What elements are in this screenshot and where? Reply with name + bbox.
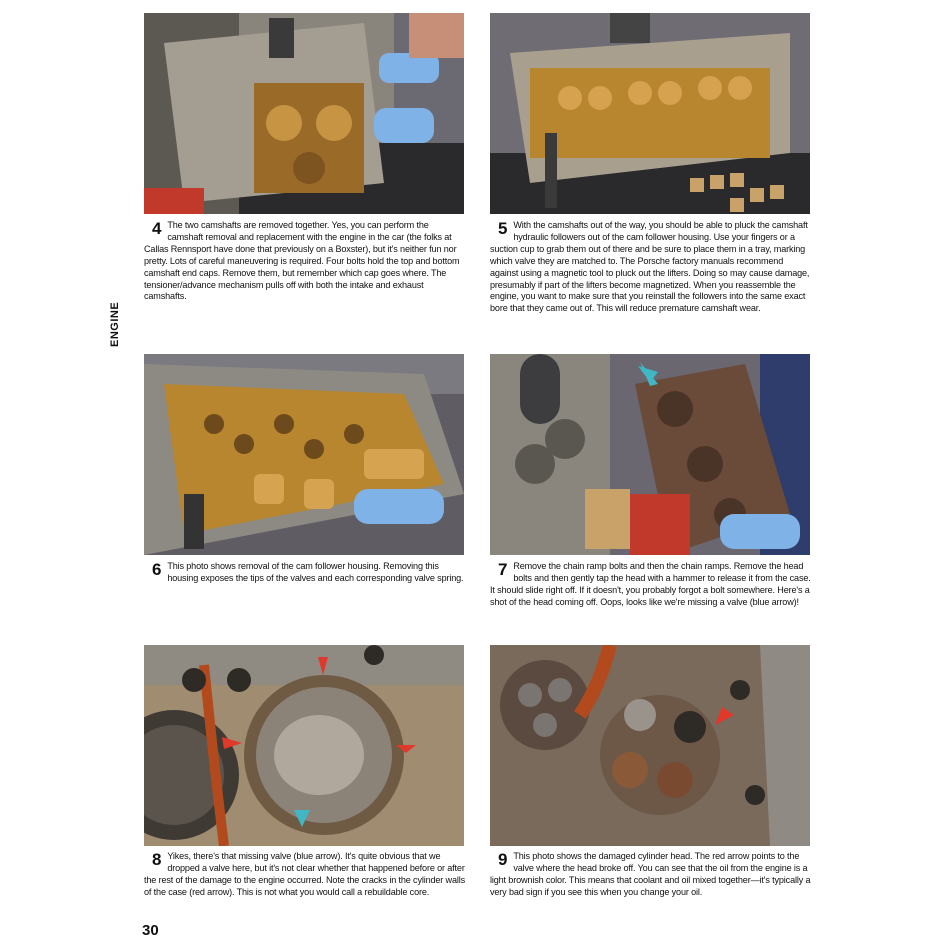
page-number: 30 [142,922,159,939]
caption-text: The two camshafts are removed together. Yes, you can perform the camshaft removal and replacement with the engine in the car (the folks at Callas Rennsport have done that previously on a Boxster), but it's neither fun nor pretty. Lots of careful maneuvering is required. Four bolts hold the top and bottom camshaft end caps. Remove them, but remember which cap goes where. The tensioner/advance mechanism pulls off with both the intake and exhaust camshafts. [144,220,460,302]
photo-head-removal [490,354,810,555]
caption-6 [144,561,466,585]
step-number: 9 [498,850,508,869]
step-number: 8 [152,850,162,869]
step-number: 6 [152,560,162,579]
step-number: 7 [498,560,508,579]
photo-camshaft-removal [144,13,464,214]
caption-text: This photo shows the damaged cylinder head. The red arrow points to the valve where the head broke off. You can see that the oil from the engine is a light brownish color. This means that coolant and oil mixed together—it's typically a very bad sign if you see this when you change your oil. [490,851,811,897]
caption-9 [490,851,812,899]
step-number: 5 [498,219,508,238]
caption-text: Remove the chain ramp bolts and then the chain ramps. Remove the head bolts and then gently tap the head with a hammer to release it from the case. It should slide right off. If it doesn't, you probably forgot a bolt somewhere. Here's a shot of the head coming off. Oops, looks like we're missing a valve (blue arrow)! [490,561,811,607]
caption-5 [490,220,812,315]
caption-8 [144,851,466,899]
photo-cam-follower-housing [144,354,464,555]
section-label: ENGINE [109,301,121,347]
photo-camshaft-followers [490,13,810,214]
step-number: 4 [152,219,162,238]
caption-text: This photo shows removal of the cam follower housing. Removing this housing exposes the tips of the valves and each corresponding valve spring. [167,561,464,583]
caption-7 [490,561,812,609]
photo-damaged-cylinder-head [490,645,810,846]
caption-4 [144,220,466,303]
photo-missing-valve [144,645,464,846]
caption-text: Yikes, there's that missing valve (blue arrow). It's quite obvious that we dropped a valve here, but it's not clear whether that happened before or after the rest of the damage to the engine occurred. Note the cracks in the cylinder walls of the case (red arrow). This is not what you would call a rebuildable core. [144,851,466,897]
caption-text: With the camshafts out of the way, you should be able to pluck the camshaft hydraulic followers out of the cam follower housing. Use your fingers or a suction cup to grab them out of there and be sure to place them in a tray, marking which valve they are matched to. The Porsche factory manuals recommend against using a magnetic tool to pluck out the lifters. Doing so may cause damage, presumably if part of the lifters become magnetized. When you reassemble the engine, you want to make sure that you reinstall the followers into the same exact bore that they came out of. This will reduce premature camshaft wear. [490,220,810,314]
